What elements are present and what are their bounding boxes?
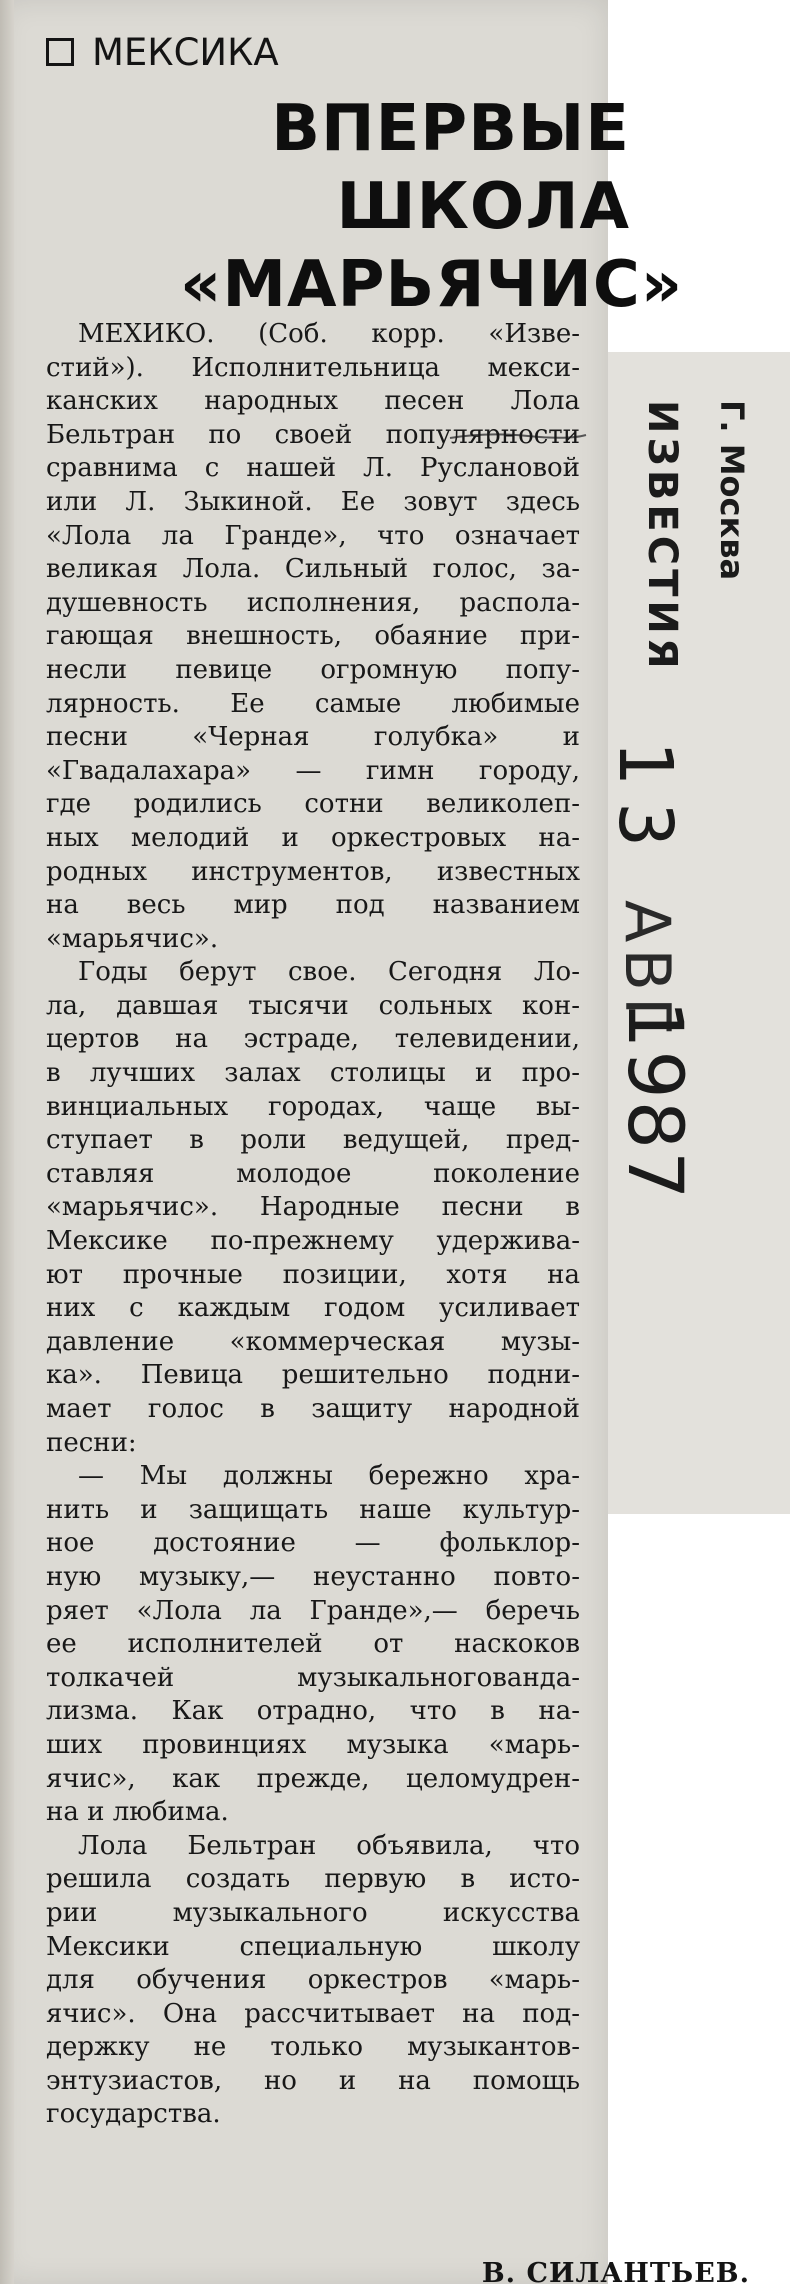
- text-line: или Л. Зыкиной. Ее зовут здесь: [46, 486, 580, 517]
- stamp-month: АВГ: [611, 900, 684, 1041]
- text-line: давление «коммерческая музы-: [46, 1326, 580, 1357]
- text-line: цертов на эстраде, телевидении,: [46, 1024, 580, 1055]
- text-line: ют прочные позиции, хотя на: [46, 1259, 580, 1290]
- text-line: толкачей музыкальногованда-: [46, 1662, 580, 1693]
- text-line: несли певице огромную попу-: [46, 654, 580, 685]
- rubric-label: МЕКСИКА: [92, 30, 279, 74]
- text-line: песни:: [46, 1427, 137, 1458]
- text-line: ячис». Она рассчитывает на под-: [46, 1998, 580, 2029]
- text-line: на и любима.: [46, 1797, 229, 1828]
- text-line: ячис», как прежде, целомудрен-: [46, 1763, 580, 1794]
- text-line: родных инструментов, известных: [46, 856, 580, 887]
- text-line: где родились сотни великолеп-: [46, 789, 580, 820]
- text-line: ка». Певица решительно подни-: [46, 1360, 580, 1391]
- stamp-day: 13: [602, 740, 688, 866]
- text-line: Годы берут свое. Сегодня Ло-: [78, 957, 580, 988]
- text-line: на весь мир под названием: [46, 890, 580, 921]
- text-line: лизма. Как отрадно, что в на-: [46, 1696, 580, 1727]
- article-paragraph: [46, 1460, 580, 1830]
- text-line: сравнима с нашей Л. Руслановой: [46, 453, 580, 484]
- text-line: винциальных городах, чаще вы-: [46, 1091, 580, 1122]
- text-line: Лола Бельтран объявила, что: [78, 1830, 580, 1861]
- article-paragraph: [46, 318, 580, 956]
- clipping-torn-edge: [0, 0, 14, 2284]
- text-line: гающая внешность, обаяние при-: [46, 621, 580, 652]
- text-line: «марьячис». Народные песни в: [46, 1192, 580, 1223]
- text-line: ставляя молодое поколение: [46, 1158, 580, 1189]
- headline-line: ШКОЛА: [336, 170, 630, 244]
- text-line: решила создать первую в исто-: [46, 1864, 580, 1895]
- text-line: стий»). Исполнительница мекси-: [46, 352, 580, 383]
- article-body: [46, 318, 580, 2132]
- text-line: ряет «Лола ла Гранде»,— беречь: [46, 1595, 580, 1626]
- text-line: «марьячис».: [46, 923, 219, 954]
- stamp-newspaper-name: ИЗВЕСТИЯ: [639, 400, 685, 673]
- author-signature: В. СИЛАНТЬЕВ.: [481, 2258, 750, 2289]
- square-bullet-icon: [46, 38, 74, 66]
- text-line: великая Лола. Сильный голос, за-: [46, 554, 580, 585]
- text-line: Мексике по-прежнему удерживa-: [46, 1226, 580, 1257]
- article-paragraph: [46, 956, 580, 1460]
- headline-line: ВПЕРВЫЕ: [271, 92, 630, 166]
- text-line: канских народных песен Лола: [46, 386, 580, 417]
- text-line: для обучения оркестров «марь-: [46, 1965, 580, 1996]
- text-line: — Мы должны бережно хра-: [78, 1461, 580, 1492]
- headline-line: «МАРЬЯЧИС»: [180, 248, 684, 322]
- text-line: МЕХИКО. (Соб. корр. «Изве-: [78, 319, 580, 349]
- article-headline: [180, 90, 684, 324]
- text-line: держку не только музыкантов-: [46, 2032, 580, 2063]
- text-line: ее исполнителей от наскоков: [46, 1629, 580, 1660]
- stamp-year: 1987: [611, 1000, 700, 1202]
- text-line: ную музыку,— неустанно повто-: [46, 1561, 580, 1592]
- text-line: ла, давшая тысячи сольных кон-: [46, 990, 580, 1021]
- text-line: ных мелодий и оркестровых на-: [46, 822, 580, 853]
- text-line: Бельтран по своей популярности: [46, 419, 580, 450]
- text-line: государства.: [46, 2099, 221, 2130]
- text-line: «Гвадалахара» — гимн городу,: [46, 755, 580, 786]
- rubric-heading: [46, 30, 279, 74]
- text-line: рии музыкального искусства: [46, 1897, 580, 1928]
- text-line: «Лола ла Гранде», что означает: [46, 520, 580, 551]
- text-line: нить и защищать наше культур-: [46, 1494, 580, 1525]
- text-line: ших провинциях музыка «марь-: [46, 1729, 580, 1760]
- article-paragraph: [46, 1830, 580, 2132]
- stamp-city: Г. Москва: [713, 400, 751, 581]
- text-line: лярность. Ее самые любимые: [46, 688, 580, 719]
- text-line: мает голос в защиту народной: [46, 1394, 580, 1424]
- text-line: энтузиастов, но и на помощь: [46, 2065, 580, 2096]
- text-line: песни «Черная голубка» и: [46, 722, 580, 753]
- text-line: душевность исполнения, распола-: [46, 587, 580, 618]
- text-line: Мексики специальную школу: [46, 1931, 580, 1962]
- text-line: них с каждым годом усиливает: [46, 1293, 580, 1324]
- text-line: в лучших залах столицы и про-: [46, 1058, 580, 1089]
- text-line: ступает в роли ведущей, пред-: [46, 1125, 580, 1156]
- text-line: ное достояние — фольклор-: [46, 1528, 580, 1559]
